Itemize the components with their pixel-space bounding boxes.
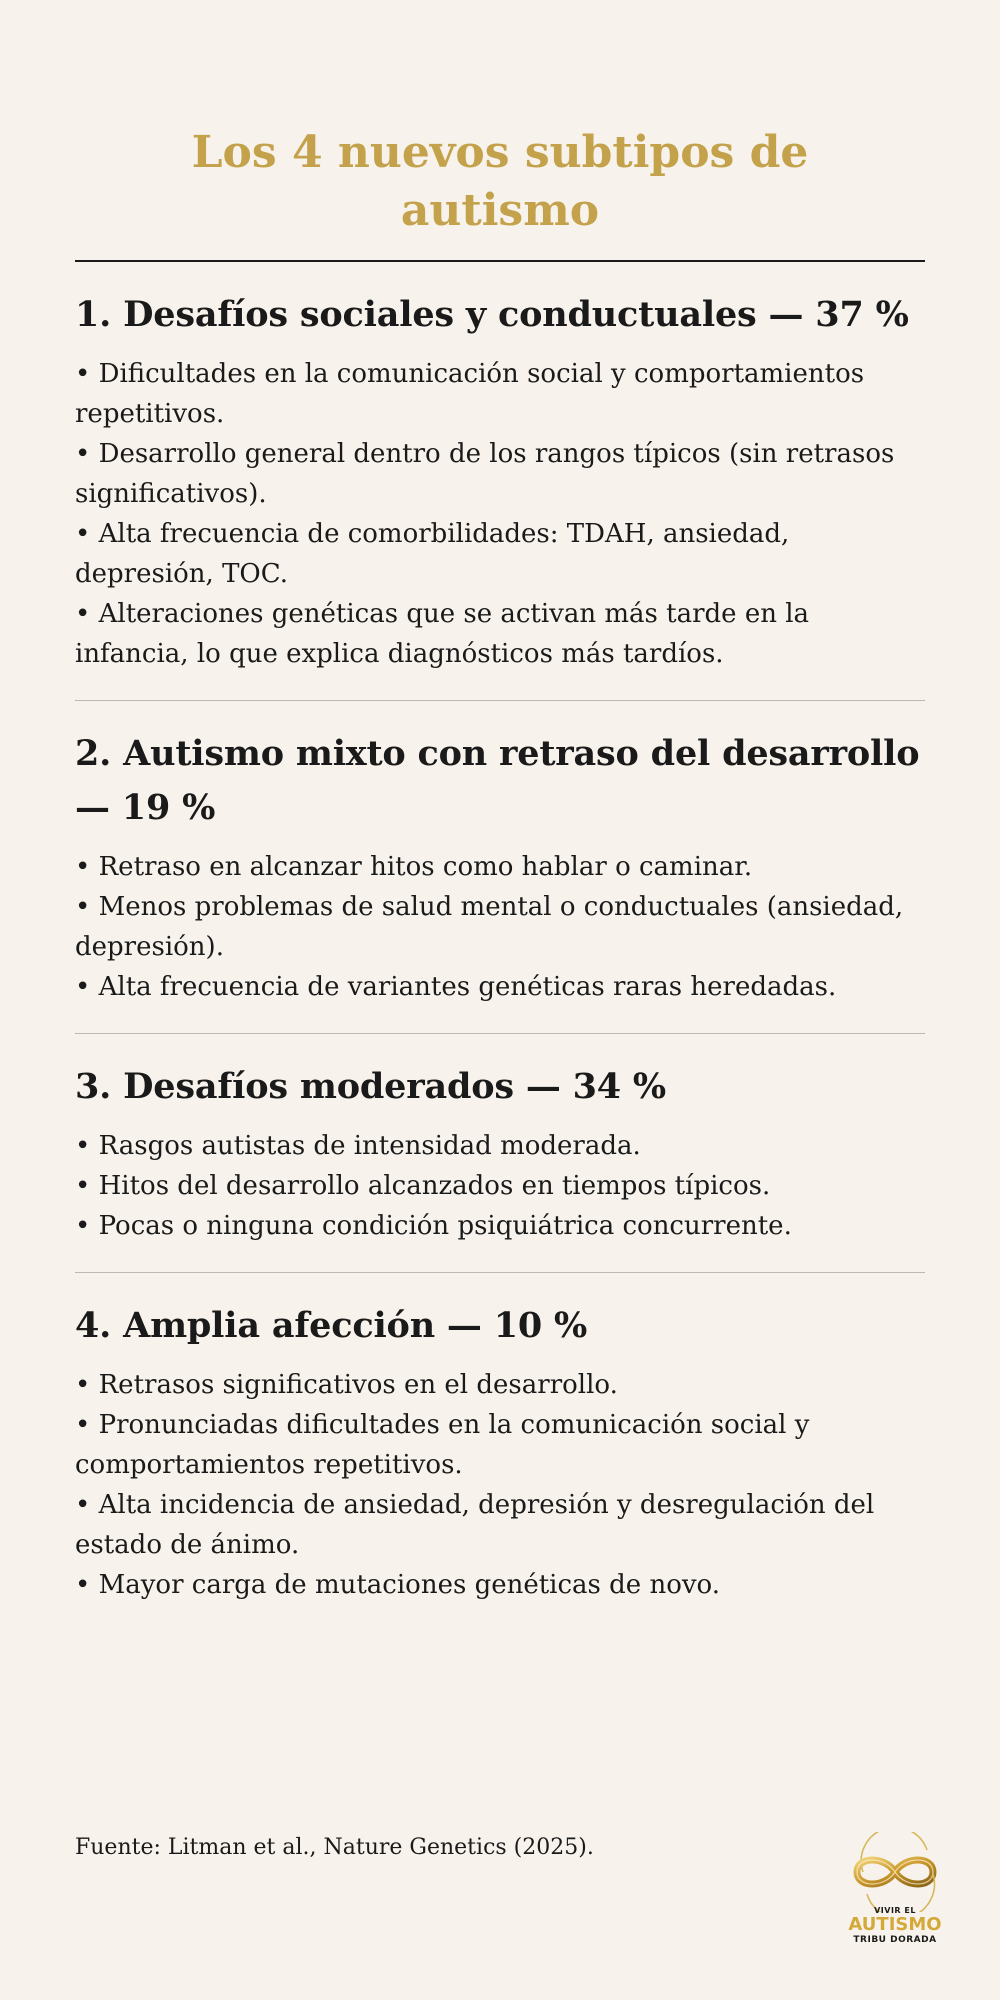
bullet-item: • Desarrollo general dentro de los rangos típicos (sin retrasos significativos). [75, 439, 895, 509]
subtype-heading: 1. Desafíos sociales y conductuales — 37 % [75, 294, 909, 335]
logo-text-top: VIVIR EL [874, 1906, 916, 1915]
page-title: Los 4 nuevos subtipos de autismo [191, 127, 809, 236]
source-citation: Fuente: Litman et al., Nature Genetics (2025). [75, 1835, 594, 1860]
bullet-item: • Dificultades en la comunicación social y comportamientos repetitivos. [75, 359, 865, 429]
logo-text-main: AUTISMO [848, 1914, 942, 1935]
brand-logo [840, 1832, 950, 1947]
bullet-item: • Pronunciadas dificultades en la comunicación social y comportamientos repetitivos. [75, 1410, 810, 1480]
bullet-item: • Retrasos significativos en el desarrollo. [75, 1370, 618, 1400]
bullet-item: • Alta frecuencia de comorbilidades: TDAH, ansiedad, depresión, TOC. [75, 519, 790, 589]
bullet-item: • Alteraciones genéticas que se activan más tarde en la infancia, lo que explica diagnósticos más tardíos. [75, 599, 810, 669]
infinity-icon [843, 1832, 947, 1912]
bullet-item: • Retraso en alcanzar hitos como hablar o caminar. [75, 852, 753, 882]
subtype-section-1 [75, 262, 925, 674]
bullet-item: • Mayor carga de mutaciones genéticas de novo. [75, 1570, 721, 1600]
bullet-item: • Rasgos autistas de intensidad moderada. [75, 1131, 641, 1161]
subtype-bullet-list [75, 1126, 925, 1246]
subtype-heading: 3. Desafíos moderados — 34 % [75, 1066, 666, 1107]
subtype-section-2 [75, 701, 925, 1007]
subtype-heading: 2. Autismo mixto con retraso del desarrollo — 19 % [75, 733, 920, 828]
subtype-section-4 [75, 1273, 925, 1605]
subtype-bullet-list [75, 354, 925, 674]
bullet-item: • Hitos del desarrollo alcanzados en tiempos típicos. [75, 1171, 771, 1201]
bullet-item: • Alta incidencia de ansiedad, depresión y desregulación del estado de ánimo. [75, 1490, 875, 1560]
bullet-item: • Menos problemas de salud mental o conductuales (ansiedad, depresión). [75, 892, 904, 962]
subtype-heading: 4. Amplia afección — 10 % [75, 1305, 588, 1346]
subtype-section-3 [75, 1034, 925, 1246]
bullet-item: • Alta frecuencia de variantes genéticas raras heredadas. [75, 972, 837, 1002]
subtype-bullet-list [75, 1365, 925, 1605]
subtype-bullet-list [75, 847, 925, 1007]
bullet-item: • Pocas o ninguna condición psiquiátrica concurrente. [75, 1211, 792, 1241]
infographic [75, 0, 925, 1605]
logo-text-bottom: TRIBU DORADA [853, 1935, 937, 1945]
